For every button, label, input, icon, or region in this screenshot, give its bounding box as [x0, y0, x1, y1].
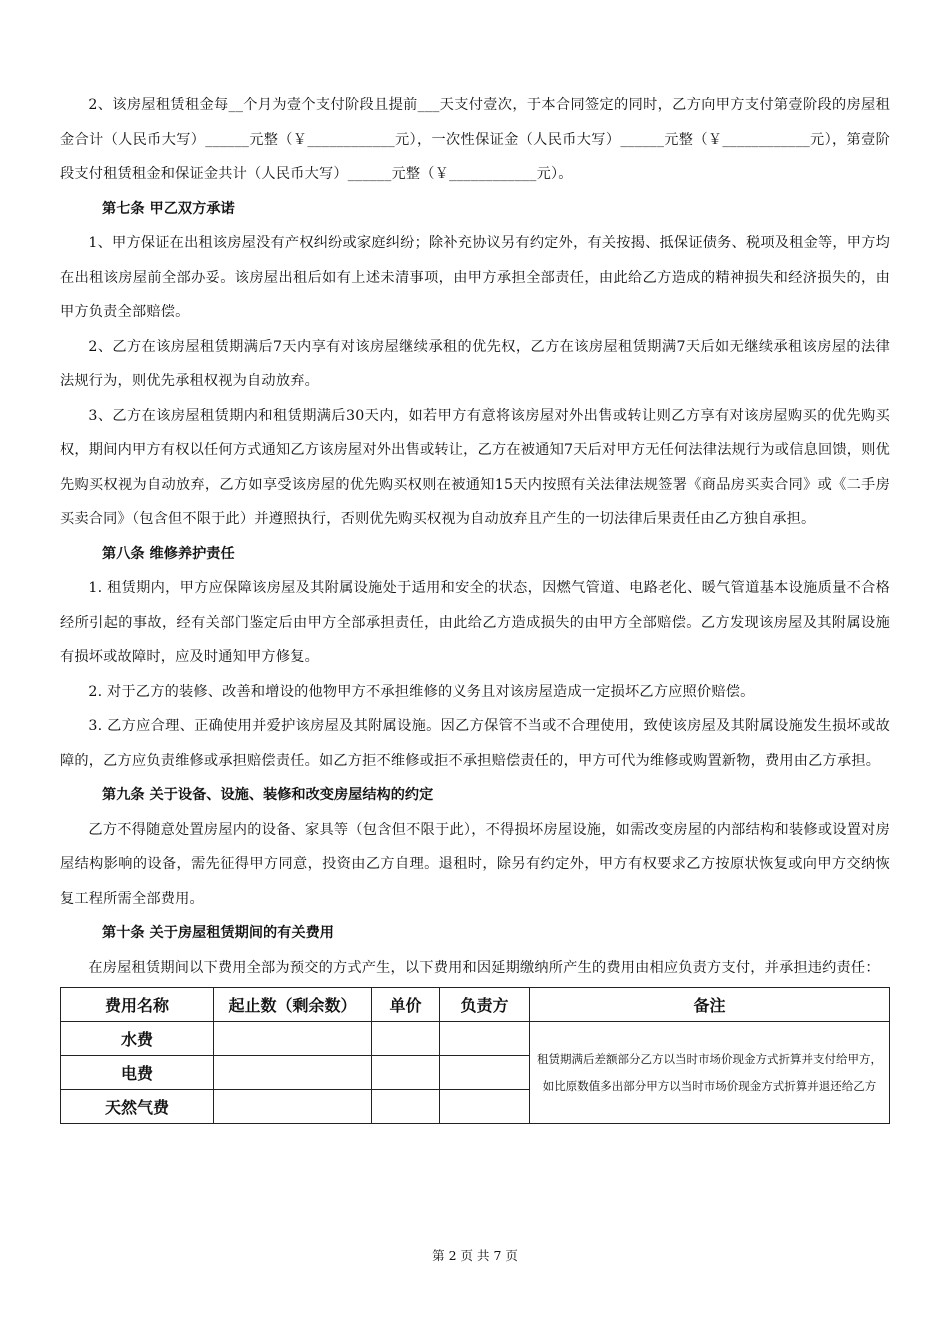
table-cell: [214, 1056, 372, 1090]
column-header: 费用名称: [61, 988, 214, 1022]
paragraph: 2、乙方在该房屋租赁期满后7天内享有对该房屋继续承租的优先权，乙方在该房屋租赁期满7天后如无继续承租该房屋的法律法规行为，则优先承租权视为自动放弃。: [60, 338, 890, 389]
table-cell: [440, 1056, 530, 1090]
paragraph: 乙方不得随意处置房屋内的设备、家具等（包含但不限于此），不得损坏房屋设施，如需改变房屋的内部结构和装修或设置对房屋结构影响的设备，需先征得甲方同意，投资由乙方自理。退租时，除另有约定外，甲方有权要求乙方按原状恢复或向甲方交纳恢复工程所需全部费用。: [60, 821, 890, 907]
column-header: 备注: [530, 988, 890, 1022]
section-heading: 第九条 关于设备、设施、装修和改变房屋结构的约定: [102, 787, 434, 803]
fee-table: [60, 987, 890, 1124]
column-header: 起止数（剩余数）: [214, 988, 372, 1022]
paragraph: 3. 乙方应合理、正确使用并爱护该房屋及其附属设施。因乙方保管不当或不合理使用，致使该房屋及其附属设施发生损坏或故障的，乙方应负责维修或承担赔偿责任。如乙方拒不维修或拒不承担赔偿责任的，甲方可代为维修或购置新物，费用由乙方承担。: [60, 718, 890, 769]
fee-name-cell: 水费: [61, 1022, 214, 1056]
table-cell: [372, 1056, 440, 1090]
table-cell: [214, 1022, 372, 1056]
fee-name-cell: 天然气费: [61, 1090, 214, 1124]
paragraph: 1. 租赁期内，甲方应保障该房屋及其附属设施处于适用和安全的状态，因燃气管道、电路老化、暖气管道基本设施质量不合格经所引起的事故，经有关部门鉴定后由甲方全部承担责任，由此给乙方造成损失的由甲方全部赔偿。乙方发现该房屋及其附属设施有损坏或故障时，应及时通知甲方修复。: [60, 580, 890, 665]
table-cell: [372, 1022, 440, 1056]
document-body: [60, 88, 890, 985]
paragraph: 2. 对于乙方的装修、改善和增设的他物甲方不承担维修的义务且对该房屋造成一定损坏乙方应照价赔偿。: [88, 683, 755, 700]
paragraph: 在房屋租赁期间以下费用全部为预交的方式产生，以下费用和因延期缴纳所产生的费用由相应负责方支付，并承担违约责任：: [88, 959, 880, 976]
table-row: [61, 1022, 890, 1056]
paragraph: 2、该房屋租赁租金每__个月为壹个支付阶段且提前___天支付壹次，于本合同签定的同时，乙方向甲方支付第壹阶段的房屋租金合计（人民币大写）______元整（￥____________元），一次性保证金（人民币大写）______元整（￥____________元），第壹阶段支付租赁租金和保证金共计（人民币大写）______元整（￥____________元）。: [60, 97, 890, 182]
table-cell: [440, 1090, 530, 1124]
column-header: 单价: [372, 988, 440, 1022]
table-cell: [372, 1090, 440, 1124]
fee-name-cell: 电费: [61, 1056, 214, 1090]
table-cell: [214, 1090, 372, 1124]
document-page: [60, 88, 890, 1124]
paragraph: 3、乙方在该房屋租赁期内和租赁期满后30天内，如若甲方有意将该房屋对外出售或转让则乙方享有对该房屋购买的优先购买权，期间内甲方有权以任何方式通知乙方该房屋对外出售或转让，乙方在被通知7天后对甲方无任何法律法规行为或信息回馈，则优先购买权视为自动放弃，乙方如享受该房屋的优先购买权则在被通知15天内按照有关法律法规签署《商品房买卖合同》或《二手房买卖合同》（包含但不限于此）并遵照执行，否则优先购买权视为自动放弃且产生的一切法律后果责任由乙方独自承担。: [60, 407, 890, 527]
note-cell: 租赁期满后差额部分乙方以当时市场价现金方式折算并支付给甲方，如比原数值多出部分甲方以当时市场价现金方式折算并退还给乙方: [530, 1022, 890, 1124]
column-header: 负责方: [440, 988, 530, 1022]
page-footer: 第 2 页 共 7 页: [432, 1248, 518, 1263]
paragraph: 1、甲方保证在出租该房屋没有产权纠纷或家庭纠纷；除补充协议另有约定外，有关按揭、抵保证债务、税项及租金等，甲方均在出租该房屋前全部办妥。该房屋出租后如有上述未清事项，由甲方承担全部责任，由此给乙方造成的精神损失和经济损失的，由甲方负责全部赔偿。: [60, 235, 890, 320]
table-header-row: [61, 988, 890, 1022]
section-heading: 第七条 甲乙双方承诺: [102, 200, 235, 217]
section-heading: 第八条 维修养护责任: [102, 545, 235, 562]
section-heading: 第十条 关于房屋租赁期间的有关费用: [102, 925, 334, 941]
table-cell: [440, 1022, 530, 1056]
